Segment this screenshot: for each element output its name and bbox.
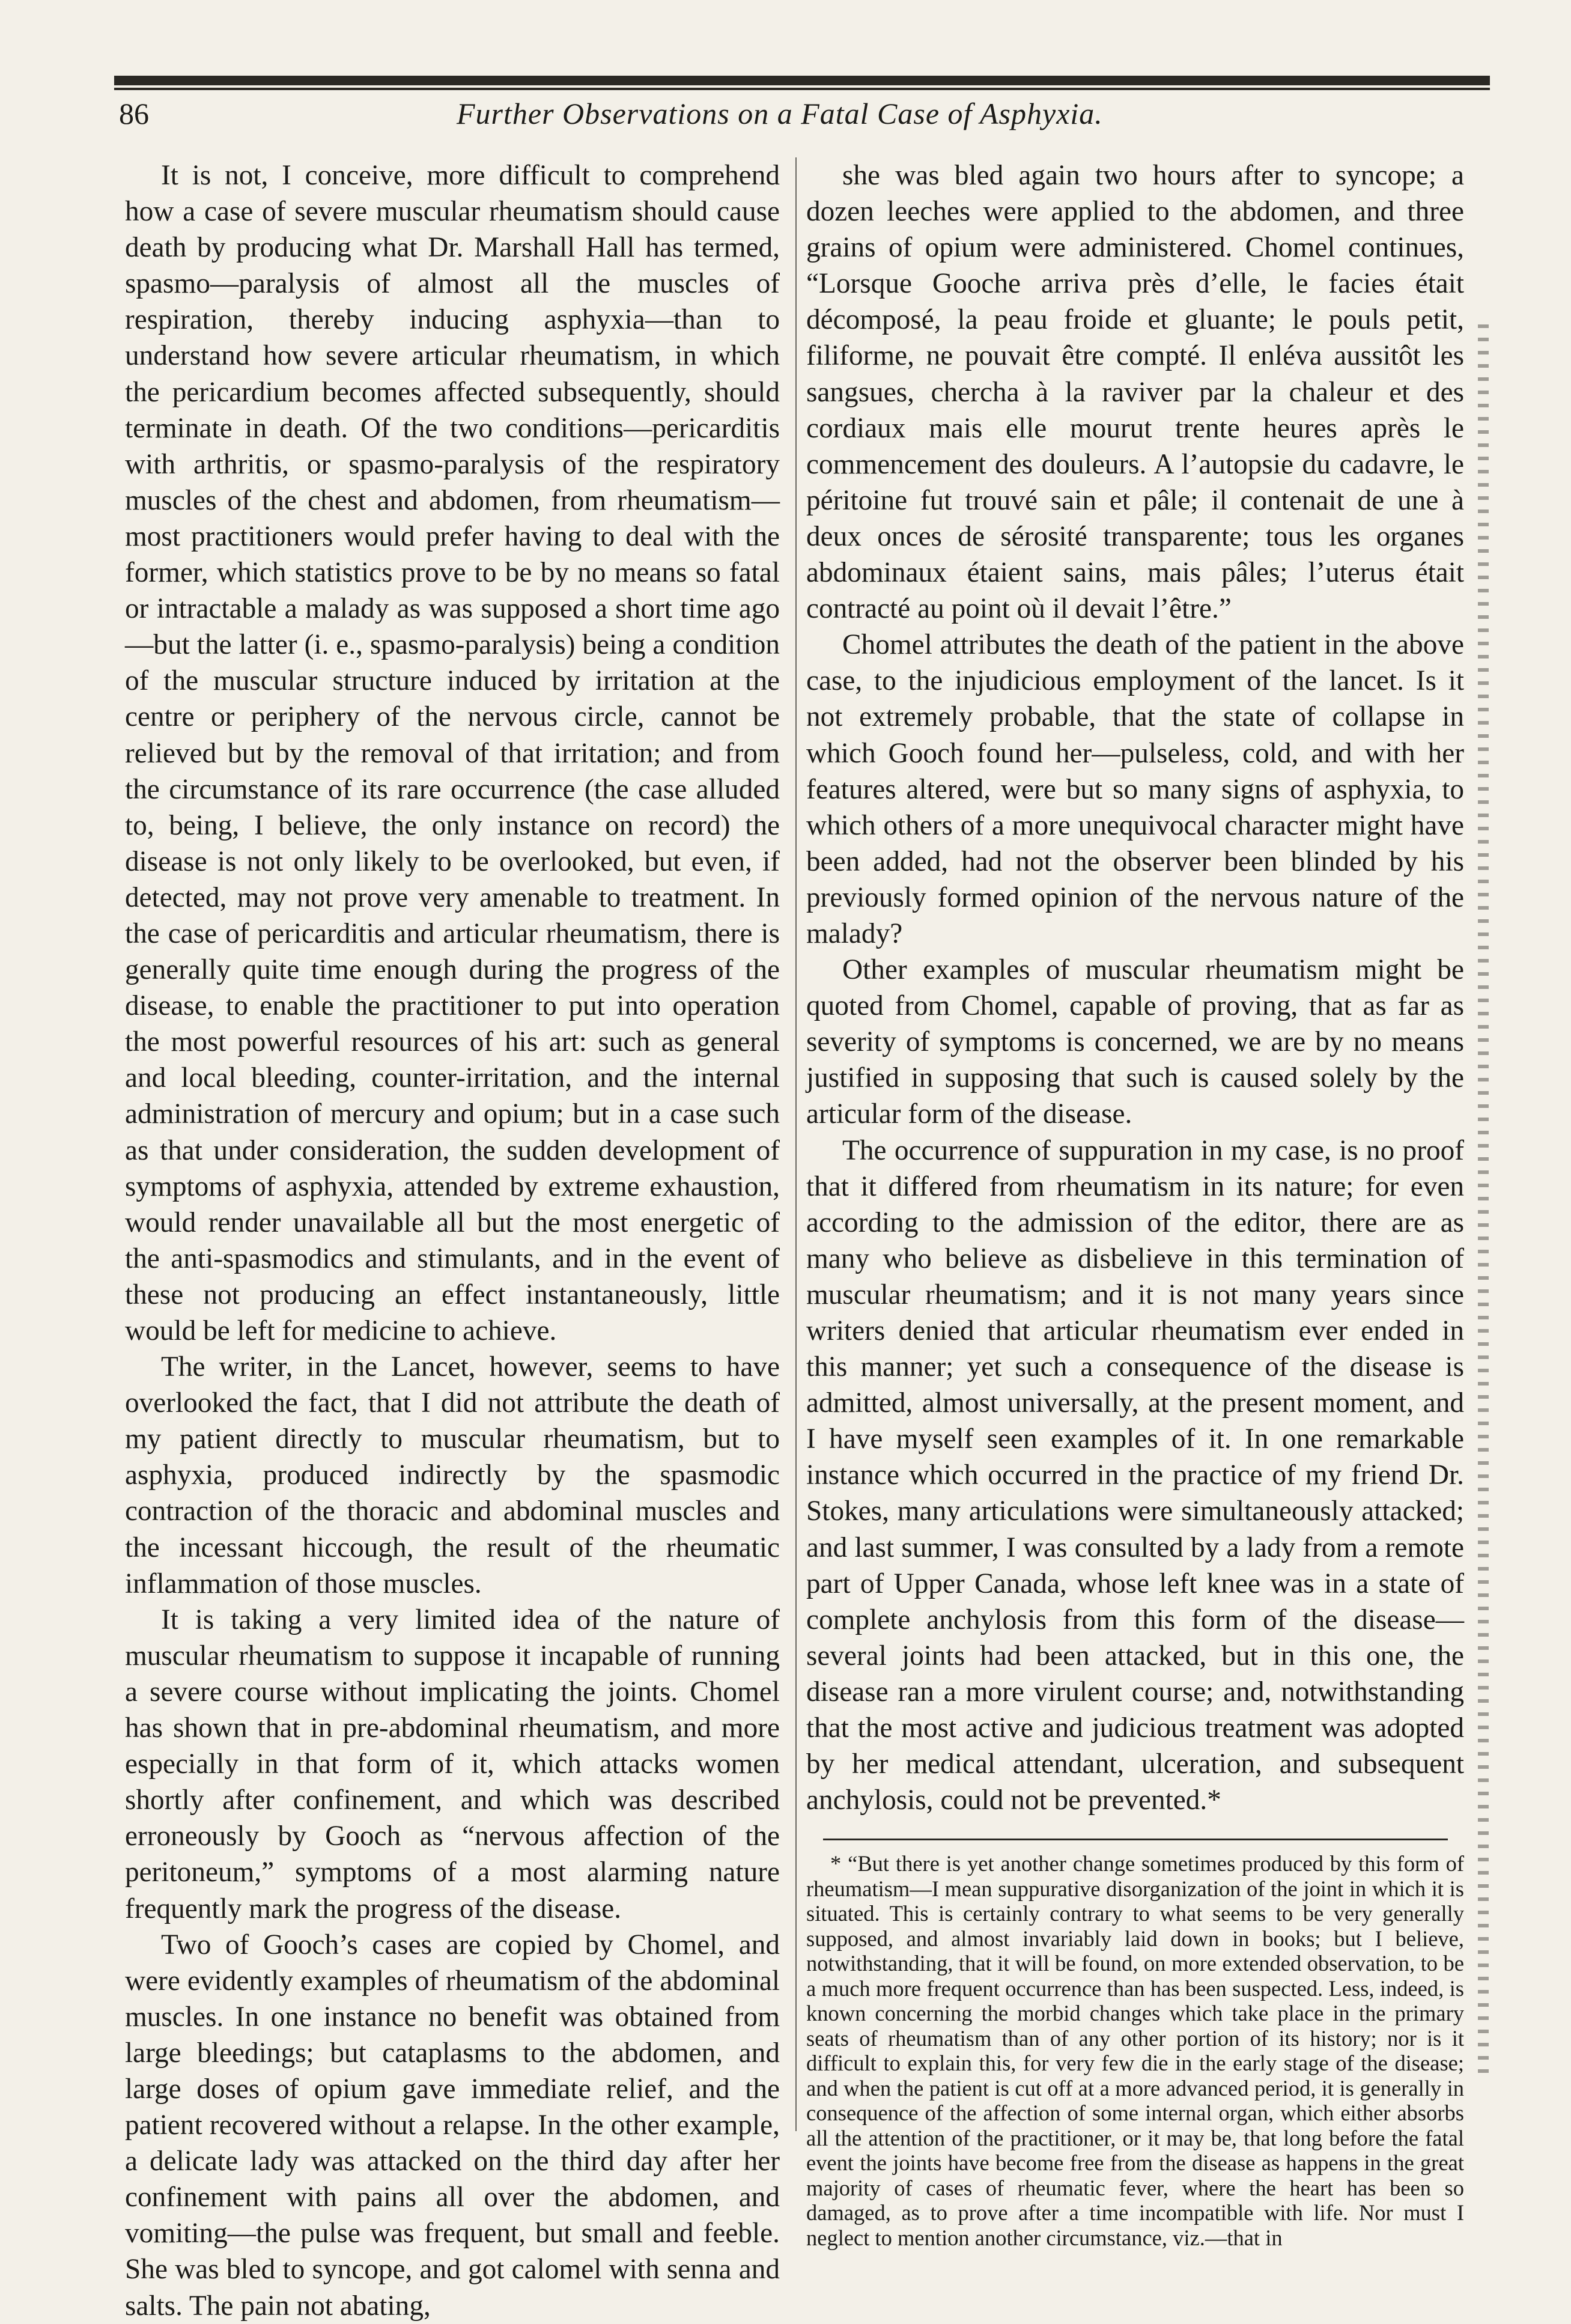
paragraph: The occurrence of suppuration in my case, is no proof that it differed from rheumatism in its nature; for even according to the admission of the editor, there are as many who believe as disbelieve in this termination of muscular rheumatism; and it is not many years since writers denied that articular rheumatism ever ended in this manner; yet such a consequence of the disease is admitted, almost universally, at the present moment, and I have myself seen examples of it. In one remarkable instance which occurred in the practice of my friend Dr. Stokes, many articulations were simultaneously attacked; and last summer, I was consulted by a lady from a remote part of Upper Canada, whose left knee was in a state of complete anchylosis from this form of the disease—several joints had been attacked, but in this one, the disease ran a more virulent course; and, notwithstanding that the most active and judicious treatment was adopted by her medical attendant, ulceration, and subsequent anchylosis, could not be prevented.*	[806, 1134, 1464, 1816]
paragraph: Two of Gooch’s cases are copied by Chomel, and were evidently examples of rheumatism of the abdominal muscles. In one instance no benefit was obtained from large bleedings; but cataplasms to the abdomen, and large doses of opium gave immediate relief, and the patient recovered without a relapse. In the other example, a delicate lady was attacked on the third day after her confinement with pains all over the abdomen, and vomiting—the pulse was frequent, but small and feeble. She was bled to syncope, and got calomel with senna and salts. The pain not abating,	[125, 1929, 780, 2322]
footnote-text: * “But there is yet another change sometimes produced by this form of rheumatism—I mean suppurative disorganization of the joint in which it is situated. This is certainly contrary to what seems to be very generally supposed, and almost invariably laid down in books; but I believe, notwithstanding, that it will be found, on more extended observation, to be a much more frequent occurrence than has been suspected. Less, indeed, is known concerning the morbid changes which take place in the primary seats of rheumatism than of any other portion of its history; nor is it difficult to explain this, for very few die in the early stage of the disease; and when the patient is cut off at a more advanced period, it is generally in consequence of the affection of some internal organ, which either absorbs all the attention of the practitioner, or it may be, that long before the fatal event the joints have become free from the disease as happens in the great majority of cases of rheumatic fever, where the heart has been so damaged, as to prove after a time incompatible with life. Nor must I neglect to mention another circumstance, viz.—that in	[806, 1851, 1464, 2250]
paragraph: she was bled again two hours after to syncope; a dozen leeches were applied to the abdomen, and three grains of opium were administered. Chomel continues, “Lorsque Gooche arriva près d’elle, le facies était décomposé, la peau froide et gluante; le pouls petit, filiforme, ne pouvait être compté. Il enléva aussitôt les sangsues, chercha à la raviver par la chaleur et des cordiaux mais elle mourut trente heures après le commencement des douleurs. A l’autopsie du cadavre, le péritoine fut trouvé sain et pâle; il contenait de une à deux onces de sérosité transparente; tous les organes abdominaux étaient sains, mais pâles; l’uterus était contracté au point où il devait l’être.”	[806, 160, 1464, 625]
running-title: Further Observations on a Fatal Case of Asphyxia.	[457, 97, 1103, 130]
right-column	[806, 157, 1464, 2250]
paragraph: It is taking a very limited idea of the nature of muscular rheumatism to suppose it incapable of running a severe course without implicating the joints. Chomel has shown that in pre-abdominal rheumatism, and more especially in that form of it, which attacks women shortly after confinement, and which was described erroneously by Gooch as “nervous affection of the peritoneum,” symptoms of a most alarming nature frequently mark the progress of the disease.	[125, 1604, 780, 1924]
paragraph: Other examples of muscular rheumatism might be quoted from Chomel, capable of proving, that as far as severity of symptoms is concerned, we are by no means justified in supposing that such is caused solely by the articular form of the disease.	[806, 954, 1464, 1130]
footnote	[806, 1851, 1464, 2250]
footnote-rule	[823, 1839, 1448, 1840]
header-rule	[114, 76, 1490, 85]
column-divider	[795, 157, 797, 2131]
page-number: 86	[119, 97, 149, 130]
paragraph: The writer, in the Lancet, however, seems to have overlooked the fact, that I did not attribute the death of my patient directly to muscular rheumatism, but to asphyxia, produced indirectly by the spasmodic contraction of the thoracic and abdominal muscles and the incessant hiccough, the result of the rheumatic inflammation of those muscles.	[125, 1351, 780, 1599]
paragraph: It is not, I conceive, more difficult to comprehend how a case of severe muscular rheumatism should cause death by producing what Dr. Marshall Hall has termed, spasmo—paralysis of almost all the muscles of respiration, thereby inducing asphyxia—than to understand how severe articular rheumatism, in which the pericardium becomes affected subsequently, should terminate in death. Of the two conditions—pericarditis with arthritis, or spasmo-paralysis of the respiratory muscles of the chest and abdomen, from rheumatism—most practitioners would prefer having to deal with the former, which statistics prove to be by no means so fatal or intractable a malady as was supposed a short time ago—but the latter (i. e., spasmo-paralysis) being a condition of the muscular structure induced by irritation at the centre or periphery of the nervous circle, cannot be relieved but by the removal of that irritation; and from the circumstance of its rare occurrence (the case alluded to, being, I believe, the only instance on record) the disease is not only likely to be overlooked, but even, if detected, may not prove very amenable to treatment. In the case of pericarditis and articular rheumatism, there is generally quite time enough during the progress of the disease, to enable the practitioner to put into operation the most powerful resources of his art: such as general and local bleeding, counter-irritation, and the internal administration of mercury and opium; but in a case such as that under consideration, the sudden development of symptoms of asphyxia, attended by extreme exhaustion, would render unavailable all but the most energetic of the anti-spasmodics and stimulants, and in the event of these not producing an effect instantaneously, little would be left for medicine to achieve.	[125, 160, 780, 1346]
paragraph: Chomel attributes the death of the patient in the above case, to the injudicious employment of the lancet. Is it not extremely probable, that the state of collapse in which Gooch found her—pulseless, cold, and with her features altered, were but so many signs of asphyxia, to which others of a more unequivocal character might have been added, had not the observer been blinded by his previously formed opinion of the nervous nature of the malady?	[806, 629, 1464, 949]
page-edge-shadow	[1478, 324, 1489, 2079]
left-column	[125, 157, 780, 2322]
